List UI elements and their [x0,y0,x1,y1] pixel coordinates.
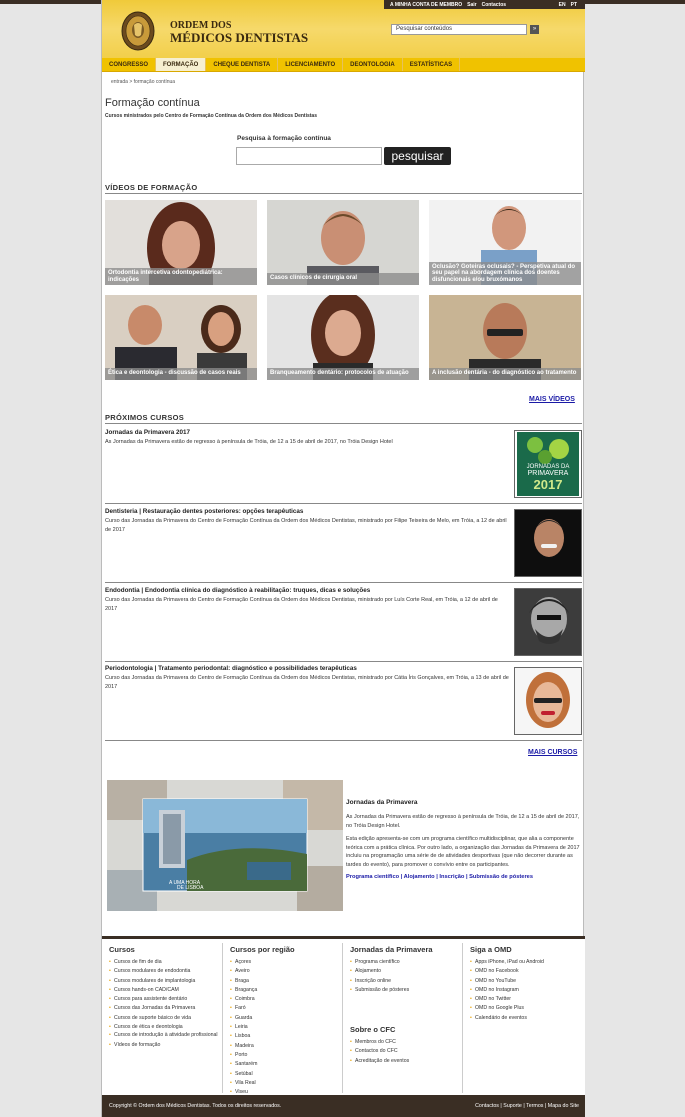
footer-col-title: Jornadas da Primavera [350,945,433,954]
footer-link[interactable]: • Acreditação de eventos [350,1057,470,1066]
promo-image-caption-2: DE LISBOA [177,885,204,891]
footer-link[interactable]: • Açores [230,958,350,967]
nav-licenciamento[interactable]: LICENCIAMENTO [278,58,343,71]
footer-link[interactable]: • OMD no YouTube [470,977,590,986]
jornadas-poster-image [515,431,581,497]
course-image[interactable] [514,588,582,656]
footer-link[interactable]: • Programa científico [350,958,470,967]
promo-link-inscricao[interactable]: Inscrição [439,874,465,880]
footer-col-jornadas [350,945,470,1095]
link-separator: | [464,874,470,880]
course-image[interactable] [514,667,582,735]
footer-divider [462,943,463,1093]
bottom-link-suporte[interactable]: Suporte [503,1103,522,1109]
footer-link[interactable]: • Aveiro [230,967,350,976]
link-separator: | [434,874,440,880]
video-thumb[interactable] [105,295,257,380]
course-image[interactable] [514,509,582,577]
promo-link-posteres[interactable]: Submissão de pósteres [469,874,533,880]
promo-paragraph-2: Esta edição apresenta-se com um programa científico multidisciplinar, que alia a componente teórica com a prática clínica. Por outro lado, a organização das Jornadas da Primavera de 2017 incluiu na programação uma série de de atividades desportivas (que não decorrer durante as tardes do evento), para promover o convívio entre os participantes. [346,836,580,868]
footer-link[interactable]: • Cursos hands-on CAD/CAM [109,986,229,995]
footer-divider [222,943,223,1093]
video-caption: Ortodontia intercetiva odontopediátrica: indicações [105,268,257,285]
nav-deontologia[interactable]: DEONTOLOGIA [343,58,403,71]
bottom-link-contactos[interactable]: Contactos [475,1103,499,1109]
footer-link[interactable]: • Cursos para assistente dentário [109,995,229,1004]
promo-link-programa[interactable]: Programa científico [346,874,400,880]
bottom-bar [102,1095,585,1117]
footer-link[interactable]: • Coimbra [230,995,350,1004]
promo-link-alojamento[interactable]: Alojamento [403,874,435,880]
lang-pt-link[interactable]: PT [570,1,577,8]
more-courses-link[interactable]: MAIS CURSOS [528,749,578,756]
footer-link[interactable]: • Alojamento [350,967,470,976]
footer-link[interactable]: • Contactos do CFC [350,1047,470,1056]
footer-col-title: Cursos [109,945,135,954]
video-caption: A inclusão dentária - do diagnóstico ao tratamento [429,368,581,380]
divider [105,503,582,504]
site-header [102,0,585,58]
course-search-input[interactable] [236,147,382,165]
speaker-photo [515,510,581,576]
footer-col-title: Cursos por região [230,945,295,954]
footer-link[interactable]: • Porto [230,1051,350,1060]
course-title[interactable]: Periodontologia | Tratamento periodontal: diagnóstico e possibilidades terapêuticas [105,665,357,672]
site-search-input[interactable]: Pesquisar conteúdos [391,24,527,35]
footer-col-title: Sobre o CFC [350,1025,396,1035]
footer-link[interactable]: • Setúbal [230,1070,350,1079]
link-separator: | [399,874,404,880]
footer-col-regiao [230,945,350,1095]
link-separator: | [543,1103,548,1109]
video-caption: Branqueamento dentário: protocolos de atuação [267,368,419,380]
footer-link[interactable]: • Braga [230,977,350,986]
breadcrumb: entrada > formação contínua [111,79,176,85]
speaker-photo [515,589,581,655]
contacts-link[interactable]: Contactos [481,1,507,8]
footer-link[interactable]: • Cursos de fim de dia [109,958,229,967]
main-nav [102,58,585,72]
nav-congresso[interactable]: CONGRESSO [102,58,156,71]
footer-link[interactable]: • Faró [230,1004,350,1013]
footer-col-title: Siga a OMD [470,945,512,954]
top-links-bar [384,0,585,9]
organization-name[interactable] [170,20,308,44]
video-thumb[interactable] [429,200,581,285]
logout-link[interactable]: Sair [467,1,477,8]
more-videos-link[interactable]: MAIS VÍDEOS [529,396,575,403]
poster-title-1: JORNADAS DA [526,464,570,470]
footer-link[interactable]: • Cursos de ética e deontologia [109,1023,229,1032]
page-subtitle: Cursos ministrados pelo Centro de Formação Contínua da Ordem dos Médicos Dentistas [105,113,317,119]
footer-link[interactable]: • Cursos de suporte básico de vida [109,1014,229,1023]
bottom-link-mapa[interactable]: Mapa do Site [547,1103,579,1109]
video-thumb[interactable] [105,200,257,285]
link-separator: | [521,1103,527,1109]
footer-link[interactable]: • Membros do CFC [350,1038,470,1047]
courses-heading: PRÓXIMOS CURSOS [105,413,582,424]
poster-year: 2017 [533,477,563,492]
org-name-line2: MÉDICOS DENTISTAS [170,30,309,45]
footer-link[interactable]: • Lisboa [230,1032,350,1041]
page-title: Formação contínua [105,97,200,109]
omd-seal-logo[interactable] [121,11,155,51]
member-account-link[interactable]: A MINHA CONTA DE MEMBRO [390,1,463,8]
footer-link[interactable]: • Cursos modulares de endodontia [109,967,229,976]
videos-heading: VÍDEOS DE FORMAÇÃO [105,183,582,194]
video-caption: Ética e deontologia - discussão de casos reais [105,368,257,380]
footer-link[interactable]: • Santarém [230,1060,350,1069]
bottom-link-termos[interactable]: Termos [526,1103,544,1109]
footer-link[interactable]: • Madeira [230,1042,350,1051]
course-item [105,587,582,614]
course-description: Curso das Jornadas da Primavera do Centro de Formação Contínua da Ordem dos Médicos Dentistas, ministrado por Filipe Teixeira de Melo, em Tróia, a 12 de abril de 2017 [105,518,507,533]
bottom-links [475,1103,579,1109]
footer-link[interactable]: • Leiria [230,1023,350,1032]
promo-image[interactable] [107,780,343,911]
course-description: As Jornadas da Primavera estão de regresso à península de Tróia, de 12 a 15 de abril de 2017, no Tróia Design Hotel [105,439,393,445]
video-caption: Oclusão? Goteiras oclusais? - Perspetiva atual do seu papel na abordagem clínica dos doentes disfuncionais e/ou bruxómanos [429,262,581,286]
course-item [105,665,582,692]
course-item [105,508,582,535]
footer-link[interactable]: • OMD no Google Plus [470,1004,590,1013]
footer-link[interactable]: • Cursos modulares de implantologia [109,977,229,986]
course-title[interactable]: Jornadas da Primavera 2017 [105,429,191,436]
page-container [101,0,584,1117]
footer-link[interactable]: • Calendário de eventos [470,1014,590,1023]
course-description: Curso das Jornadas da Primavera do Centro de Formação Contínua da Ordem dos Médicos Dentistas, ministrado por Cátia Íris Gonçalves, em Tróia, a 13 de abril de 2017 [105,675,509,690]
video-thumb[interactable] [267,200,419,285]
footer-link[interactable]: • Cursos de introdução à atividade profissional [109,1032,229,1039]
footer-link[interactable]: • Vídeos de formação [109,1041,229,1050]
lang-en-link[interactable]: EN [558,1,566,8]
course-item [105,429,582,447]
footer-link[interactable]: • OMD no Instagram [470,986,590,995]
nav-estatisticas[interactable]: ESTATÍSTICAS [403,58,460,71]
poster-title-2: PRIMAVERA [527,470,569,477]
divider [105,740,582,741]
promo-text [346,799,582,880]
divider [105,582,582,583]
video-thumb[interactable] [267,295,419,380]
site-footer [102,936,585,1095]
course-search-button[interactable]: pesquisar [384,147,451,165]
footer-col-siga [470,945,590,1095]
copyright-text: Copyright © Ordem dos Médicos Dentistas. Todos os direitos reservados. [109,1103,282,1109]
hotel-collage-image [107,780,343,911]
site-search-button[interactable]: » [530,25,539,34]
speaker-photo [515,668,581,734]
footer-link[interactable]: • OMD no Facebook [470,967,590,976]
footer-link[interactable]: • Vila Real [230,1079,350,1088]
video-caption: Casos clínicos de cirurgia oral [267,273,419,285]
course-title[interactable]: Endodontia | Endodontia clínica do diagnóstico à reabilitação: truques, dicas e soluções [105,587,371,594]
footer-link[interactable]: • OMD no Twitter [470,995,590,1004]
footer-link[interactable]: • Viseu [230,1088,350,1097]
course-description: Curso das Jornadas da Primavera do Centro de Formação Contínua da Ordem dos Médicos Dentistas, ministrado por Luís Corte Real, em Tróia, a 12 de abril de 2017 [105,597,498,612]
divider [105,661,582,662]
promo-paragraph-1: As Jornadas da Primavera estão de regresso à península de Tróia, de 12 a 15 de abril de 2017, no Tróia Design Hotel. [346,814,580,829]
course-search-label: Pesquisa à formação contínua [237,135,331,142]
footer-link[interactable]: • Bragança [230,986,350,995]
promo-image-caption-1: A UMA HORA [169,880,201,886]
footer-link[interactable]: • Guarda [230,1014,350,1023]
footer-link[interactable]: • Cursos das Jornadas da Primavera [109,1004,229,1013]
course-image[interactable] [514,430,582,498]
video-thumb[interactable] [429,295,581,380]
link-separator: | [498,1103,504,1109]
footer-link[interactable]: • Apps iPhone, iPad ou Android [470,958,590,967]
footer-link[interactable]: • Inscrição online [350,977,470,986]
footer-link[interactable]: • Submissão de pósteres [350,986,470,995]
promo-title: Jornadas da Primavera [346,799,418,806]
promo-links [346,874,582,880]
org-name-line1: ORDEM DOS [170,20,232,31]
nav-cheque-dentista[interactable]: CHEQUE DENTISTA [206,58,278,71]
nav-formacao[interactable]: FORMAÇÃO [156,58,206,71]
course-title[interactable]: Dentisteria | Restauração dentes posteriores: opções terapêuticas [105,508,304,515]
footer-col-cursos [109,945,229,1095]
footer-divider [342,943,343,1093]
